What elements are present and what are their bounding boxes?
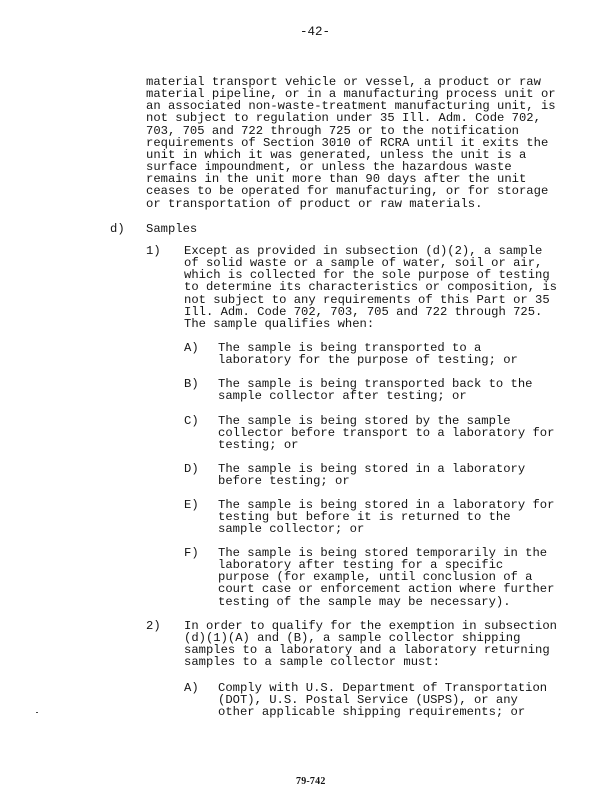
subitem-f-label: F) — [184, 546, 199, 560]
page-footer: 79-742 — [296, 776, 326, 787]
section-d-label: d) — [110, 222, 125, 236]
item-2-subitem-a-label: A) — [184, 681, 199, 695]
subitem-a-text: The sample is being transported to a laboratory for the purpose of testing; or — [218, 341, 518, 368]
subitem-e-text: The sample is being stored in a laboratory for testing but before it is returned to the sample collector; or — [218, 498, 555, 537]
item-1-label: 1) — [146, 244, 161, 258]
subitem-a-label: A) — [184, 341, 199, 355]
section-d-heading: Samples — [146, 222, 198, 236]
subitem-d-label: D) — [184, 462, 199, 476]
scan-speck — [36, 712, 38, 713]
item-2-text: In order to qualify for the exemption in subsection (d)(1)(A) and (B), a sample collector shipping samples to a laboratory and a laboratory returning samples to a sample collector must: — [184, 619, 557, 670]
intro-paragraph: material transport vehicle or vessel, a product or raw material pipeline, or in a manufacturing process unit or an associated non-waste-treatment manufacturing unit, is not subject to regulation under 35 Ill. Adm. Code 702, 703, 705 and 722 through 725 or to the notification requirements of Section 3010 of RCRA until it exits the unit in which it was generated, unless the unit is a surface impoundment, or unless the hazardous waste remains in the unit more than 90 days after the unit ceases to be operated for manufacturing, or for storage or transportation of product or raw materials. — [146, 75, 556, 211]
item-1-text: Except as provided in subsection (d)(2), a sample of solid waste or a sample of water, soil or air, which is collected for the sole purpose of testing to determine its characteristics or composition, is not subject to any requirements of this Part or 35 Ill. Adm. Code 702, 703, 705 and 722 through 725. The sample qualifies when: — [184, 244, 557, 331]
subitem-b-text: The sample is being transported back to the sample collector after testing; or — [218, 377, 533, 404]
subitem-b-label: B) — [184, 377, 199, 391]
subitem-e-label: E) — [184, 498, 199, 512]
subitem-c-text: The sample is being stored by the sample collector before transport to a laboratory for testing; or — [218, 414, 555, 453]
item-2-subitem-a-text: Comply with U.S. Department of Transportation (DOT), U.S. Postal Service (USPS), or any other applicable shipping requirements; or — [218, 681, 548, 720]
subitem-d-text: The sample is being stored in a laboratory before testing; or — [218, 462, 526, 489]
item-2-label: 2) — [146, 619, 161, 633]
subitem-f-text: The sample is being stored temporarily in the laboratory after testing for a specific purpose (for example, until conclusion of a court case or enforcement action where further testing of the sample may be necessary). — [218, 546, 555, 609]
page-number: -42- — [300, 25, 331, 39]
subitem-c-label: C) — [184, 414, 199, 428]
